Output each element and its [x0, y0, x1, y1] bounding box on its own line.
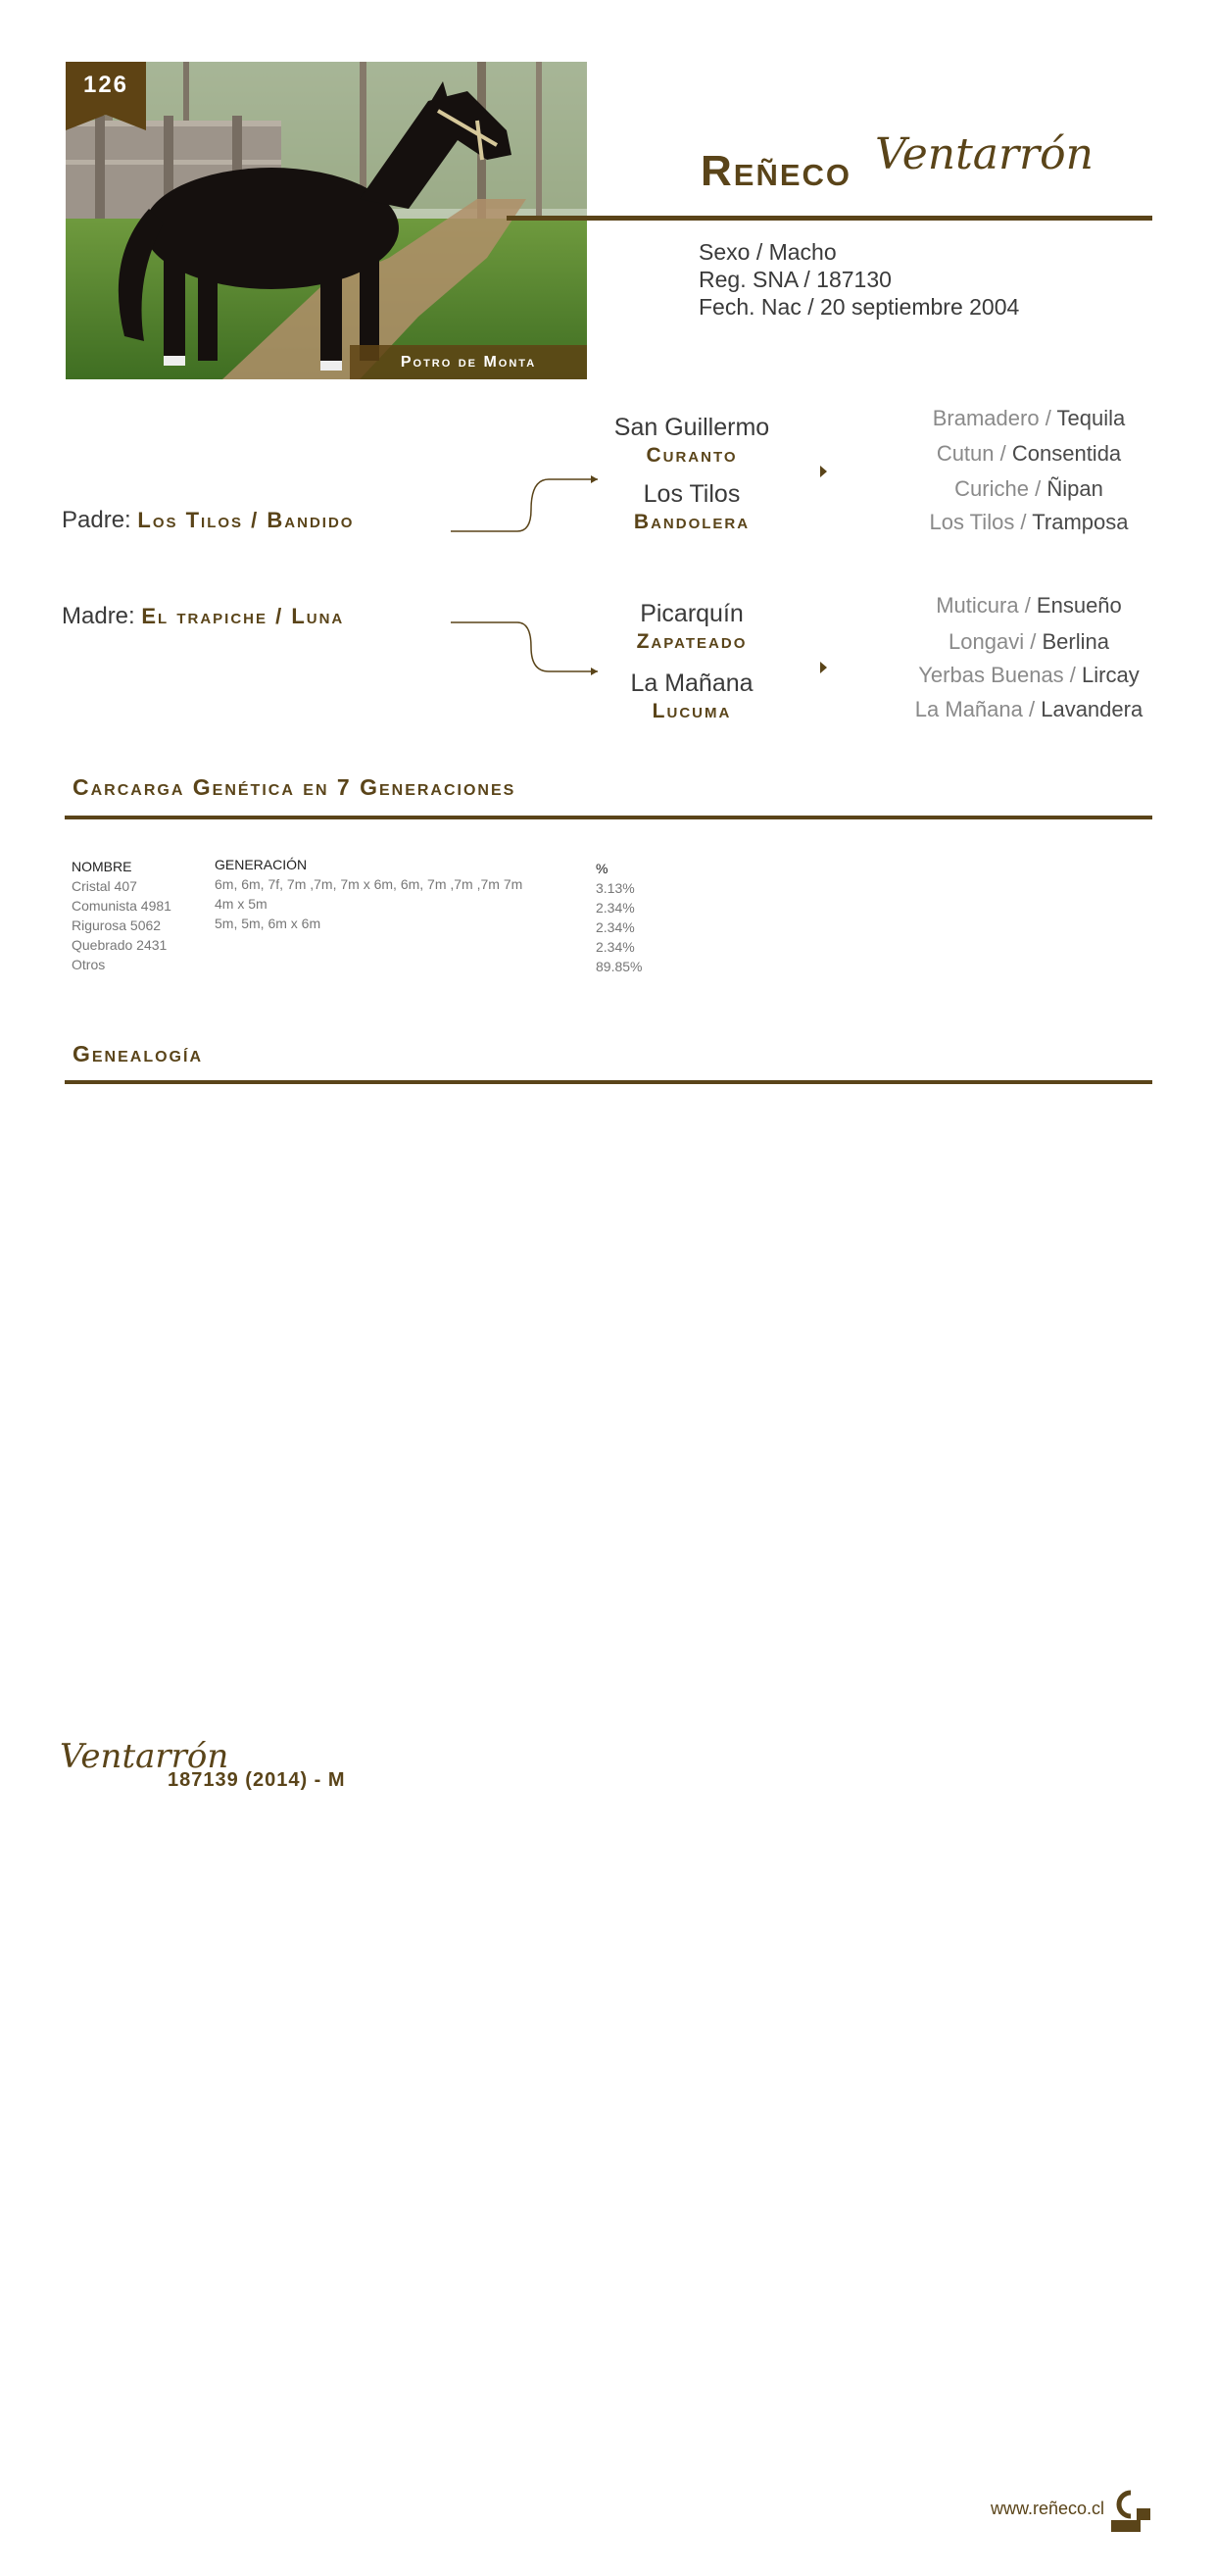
grandparent-caps: Lucuma	[652, 700, 732, 722]
grandparent-caps: Bandolera	[633, 511, 751, 533]
arrow-right-icon	[819, 465, 829, 478]
mother-row	[62, 603, 344, 630]
table-cell-percent: 2.34%	[596, 939, 635, 955]
great-grandparent-prefix: Longavi /	[948, 629, 1043, 654]
genealogy-title: Genealogía	[73, 1041, 204, 1066]
arrow-right-icon	[819, 661, 829, 674]
great-grandparent-name: Tramposa	[1032, 510, 1129, 534]
title-divider	[507, 216, 1152, 221]
genetic-load-percent-column	[596, 859, 642, 976]
grandparent-maternal-1	[584, 600, 800, 654]
table-cell-percent: 2.34%	[596, 919, 635, 935]
great-grandparent-prefix: Curiche /	[954, 476, 1047, 501]
mother-name: El trapiche / Luna	[141, 604, 345, 628]
great-grandparent	[872, 593, 1186, 619]
mother-label: Madre:	[62, 603, 135, 629]
great-grandparent-name: Lavandera	[1041, 697, 1143, 721]
great-grandparent-name: Ñipan	[1046, 476, 1103, 501]
grandparent-maternal-2	[584, 669, 800, 723]
genetic-load-title: Carcarga Genética en 7 Generaciones	[73, 774, 516, 800]
great-grandparent-prefix: Bramadero /	[932, 406, 1057, 430]
great-grandparent	[872, 629, 1186, 655]
table-cell-percent: 3.13%	[596, 880, 635, 896]
sex-info: Sexo / Macho	[699, 239, 837, 265]
mother-connector	[451, 622, 598, 671]
great-grandparent-prefix: Yerbas Buenas /	[918, 663, 1083, 687]
great-grandparent	[872, 510, 1186, 535]
grandparent-name: Los Tilos	[643, 480, 741, 508]
grandparent-name: Picarquín	[640, 600, 744, 627]
genealogy-divider	[65, 1080, 1152, 1084]
horse-name: Reñeco	[701, 147, 852, 195]
great-grandparent	[872, 697, 1186, 722]
table-cell-generation: 5m, 5m, 6m x 6m	[215, 916, 321, 931]
table-cell-percent: 89.85%	[596, 959, 643, 974]
genetic-load-generation-column	[215, 855, 522, 933]
table-cell-name: Comunista 4981	[72, 898, 171, 914]
great-grandparent-prefix: Los Tilos /	[929, 510, 1033, 534]
great-grandparent-prefix: Muticura /	[936, 593, 1037, 618]
website-link[interactable]: www.reñeco.cl	[991, 2499, 1105, 2518]
lot-number-badge: 126	[66, 62, 146, 115]
table-cell-percent: 2.34%	[596, 900, 635, 916]
grandparent-caps: Curanto	[646, 444, 738, 467]
table-cell-generation: 4m x 5m	[215, 896, 268, 912]
great-grandparent-name: Lircay	[1082, 663, 1140, 687]
table-cell-name: Rigurosa 5062	[72, 917, 162, 933]
father-row	[62, 507, 354, 534]
column-header-name: NOMBRE	[72, 859, 132, 874]
offspring-entry: 187139 (2014) - M	[168, 1769, 346, 1791]
great-grandparent-name: Tequila	[1056, 406, 1126, 430]
father-connector	[451, 479, 598, 531]
offspring-script-name: Ventarrón	[60, 1737, 229, 1776]
grandparent-caps: Zapateado	[636, 630, 748, 653]
great-grandparent-prefix: Cutun /	[936, 441, 1012, 466]
great-grandparent-name: Berlina	[1042, 629, 1109, 654]
great-grandparent	[872, 406, 1186, 431]
great-grandparent-prefix: La Mañana /	[914, 697, 1042, 721]
column-header-generation: GENERACIÓN	[215, 857, 308, 872]
registration-info: Reg. SNA / 187130	[699, 267, 892, 292]
grandparent-paternal-1	[584, 414, 800, 468]
father-name: Los Tilos / Bandido	[137, 508, 355, 532]
great-grandparent-name: Ensueño	[1036, 593, 1122, 618]
great-grandparent	[872, 663, 1186, 688]
table-cell-name: Quebrado 2431	[72, 937, 168, 953]
great-grandparent-name: Consentida	[1011, 441, 1122, 466]
birth-date-info: Fech. Nac / 20 septiembre 2004	[699, 294, 1020, 320]
great-grandparent	[872, 441, 1186, 467]
genetic-load-names-column	[72, 857, 171, 974]
photo-caption: Potro de Monta	[350, 345, 587, 379]
grandparent-paternal-2	[584, 480, 800, 534]
brand-logo-icon	[1111, 2489, 1156, 2534]
table-cell-name: Otros	[72, 957, 106, 972]
genetic-load-divider	[65, 816, 1152, 819]
grandparent-name: San Guillermo	[613, 414, 770, 441]
column-header-percent: %	[596, 861, 608, 876]
horse-name-script: Ventarrón	[875, 129, 1094, 179]
father-label: Padre:	[62, 507, 131, 533]
grandparent-name: La Mañana	[630, 669, 754, 697]
table-cell-generation: 6m, 6m, 7f, 7m ,7m, 7m x 6m, 6m, 7m ,7m ,7m 7m	[215, 876, 523, 892]
great-grandparent	[872, 476, 1186, 502]
table-cell-name: Cristal 407	[72, 878, 137, 894]
